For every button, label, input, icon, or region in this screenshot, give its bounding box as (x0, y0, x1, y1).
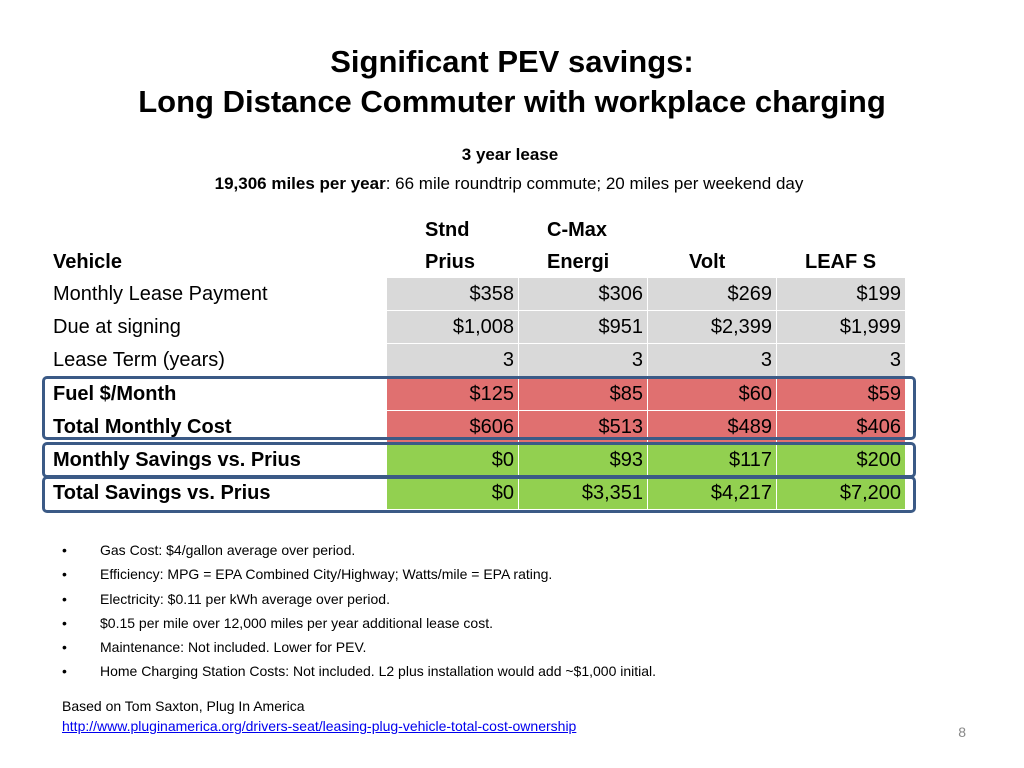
table-row (45, 278, 909, 311)
cell-leaf: $406 (777, 411, 905, 443)
cell-prius: $0 (387, 477, 518, 509)
cell-prius: $606 (387, 411, 518, 443)
title-line-1: Significant PEV savings: (330, 44, 694, 79)
bullet-symbol: • (62, 639, 67, 656)
cell-leaf: $59 (777, 378, 905, 410)
header-cmax-line2: Energi (547, 251, 610, 273)
cell-cmax: $93 (519, 444, 647, 476)
row-label: Total Savings vs. Prius (53, 482, 271, 504)
header-prius-line1: Stnd (425, 219, 470, 241)
cell-prius: $125 (387, 378, 518, 410)
row-label: Due at signing (53, 316, 181, 338)
header-prius-line2: Prius (425, 251, 476, 273)
subtitle-miles-rest: : 66 mile roundtrip commute; 20 miles per weekend day (385, 174, 804, 193)
cell-leaf: $199 (777, 278, 905, 310)
source-link[interactable]: http://www.pluginamerica.org/drivers-seat/leasing-plug-vehicle-total-cost-ownership (62, 718, 577, 734)
highlight-box-monthly-savings (42, 442, 916, 478)
list-item (62, 562, 962, 586)
list-item (62, 587, 962, 611)
row-label: Lease Term (years) (53, 349, 225, 371)
cell-volt: $269 (648, 278, 776, 310)
cell-volt: $4,217 (648, 477, 776, 509)
subtitle-miles (0, 174, 1018, 194)
list-item (62, 635, 962, 659)
header-vehicle: Vehicle (53, 251, 122, 273)
bullet-text: $0.15 per mile over 12,000 miles per year additional lease cost. (100, 614, 493, 631)
list-item (62, 611, 962, 635)
subtitle-miles-bold: 19,306 miles per year (214, 174, 386, 193)
cell-cmax: $513 (519, 411, 647, 443)
source-citation (62, 696, 576, 736)
bullet-text: Home Charging Station Costs: Not included. L2 plus installation would add ~$1,000 initial. (100, 663, 657, 680)
cell-cmax: $951 (519, 311, 647, 343)
table-row (45, 344, 909, 377)
cell-prius: 3 (387, 344, 518, 376)
header-volt: Volt (689, 251, 726, 273)
table-row (45, 311, 909, 344)
cell-leaf: $200 (777, 444, 905, 476)
cell-volt: 3 (648, 344, 776, 376)
cell-cmax: 3 (519, 344, 647, 376)
bullet-text: Gas Cost: $4/gallon average over period. (100, 542, 356, 558)
cell-prius: $358 (387, 278, 518, 310)
bullet-symbol: • (62, 614, 67, 631)
cell-cmax: $306 (519, 278, 647, 310)
list-item (62, 659, 962, 683)
row-label: Total Monthly Cost (53, 416, 232, 438)
header-leaf: LEAF S (805, 251, 877, 273)
list-item (62, 538, 962, 562)
bullet-text: Efficiency: MPG = EPA Combined City/Highway; Watts/mile = EPA rating. (100, 566, 553, 583)
cell-volt: $117 (648, 444, 776, 476)
bullet-symbol: • (62, 566, 67, 583)
cell-volt: $60 (648, 378, 776, 410)
cell-prius: $1,008 (387, 311, 518, 343)
highlight-box-costs (42, 376, 916, 440)
cell-cmax: $85 (519, 378, 647, 410)
row-label: Fuel $/Month (53, 383, 177, 405)
highlight-box-total-savings (42, 476, 916, 513)
slide-title (0, 42, 1024, 122)
page-number: 8 (958, 724, 966, 740)
row-label: Monthly Lease Payment (53, 283, 268, 305)
subtitle-lease: 3 year lease (461, 145, 559, 164)
cell-leaf: 3 (777, 344, 905, 376)
bullet-symbol: • (62, 590, 67, 607)
cell-volt: $489 (648, 411, 776, 443)
title-line-2: Long Distance Commuter with workplace charging (138, 84, 886, 119)
cell-leaf: $1,999 (777, 311, 905, 343)
cell-cmax: $3,351 (519, 477, 647, 509)
source-text: Based on Tom Saxton, Plug In America (62, 698, 305, 714)
row-label: Monthly Savings vs. Prius (53, 449, 301, 471)
bullet-text: Electricity: $0.11 per kWh average over period. (100, 590, 390, 607)
assumptions-list (62, 538, 962, 684)
header-cmax-line1: C-Max (547, 219, 608, 241)
bullet-symbol: • (62, 542, 67, 558)
cell-volt: $2,399 (648, 311, 776, 343)
cell-prius: $0 (387, 444, 518, 476)
bullet-symbol: • (62, 663, 67, 680)
cell-leaf: $7,200 (777, 477, 905, 509)
bullet-text: Maintenance: Not included. Lower for PEV. (100, 639, 367, 656)
